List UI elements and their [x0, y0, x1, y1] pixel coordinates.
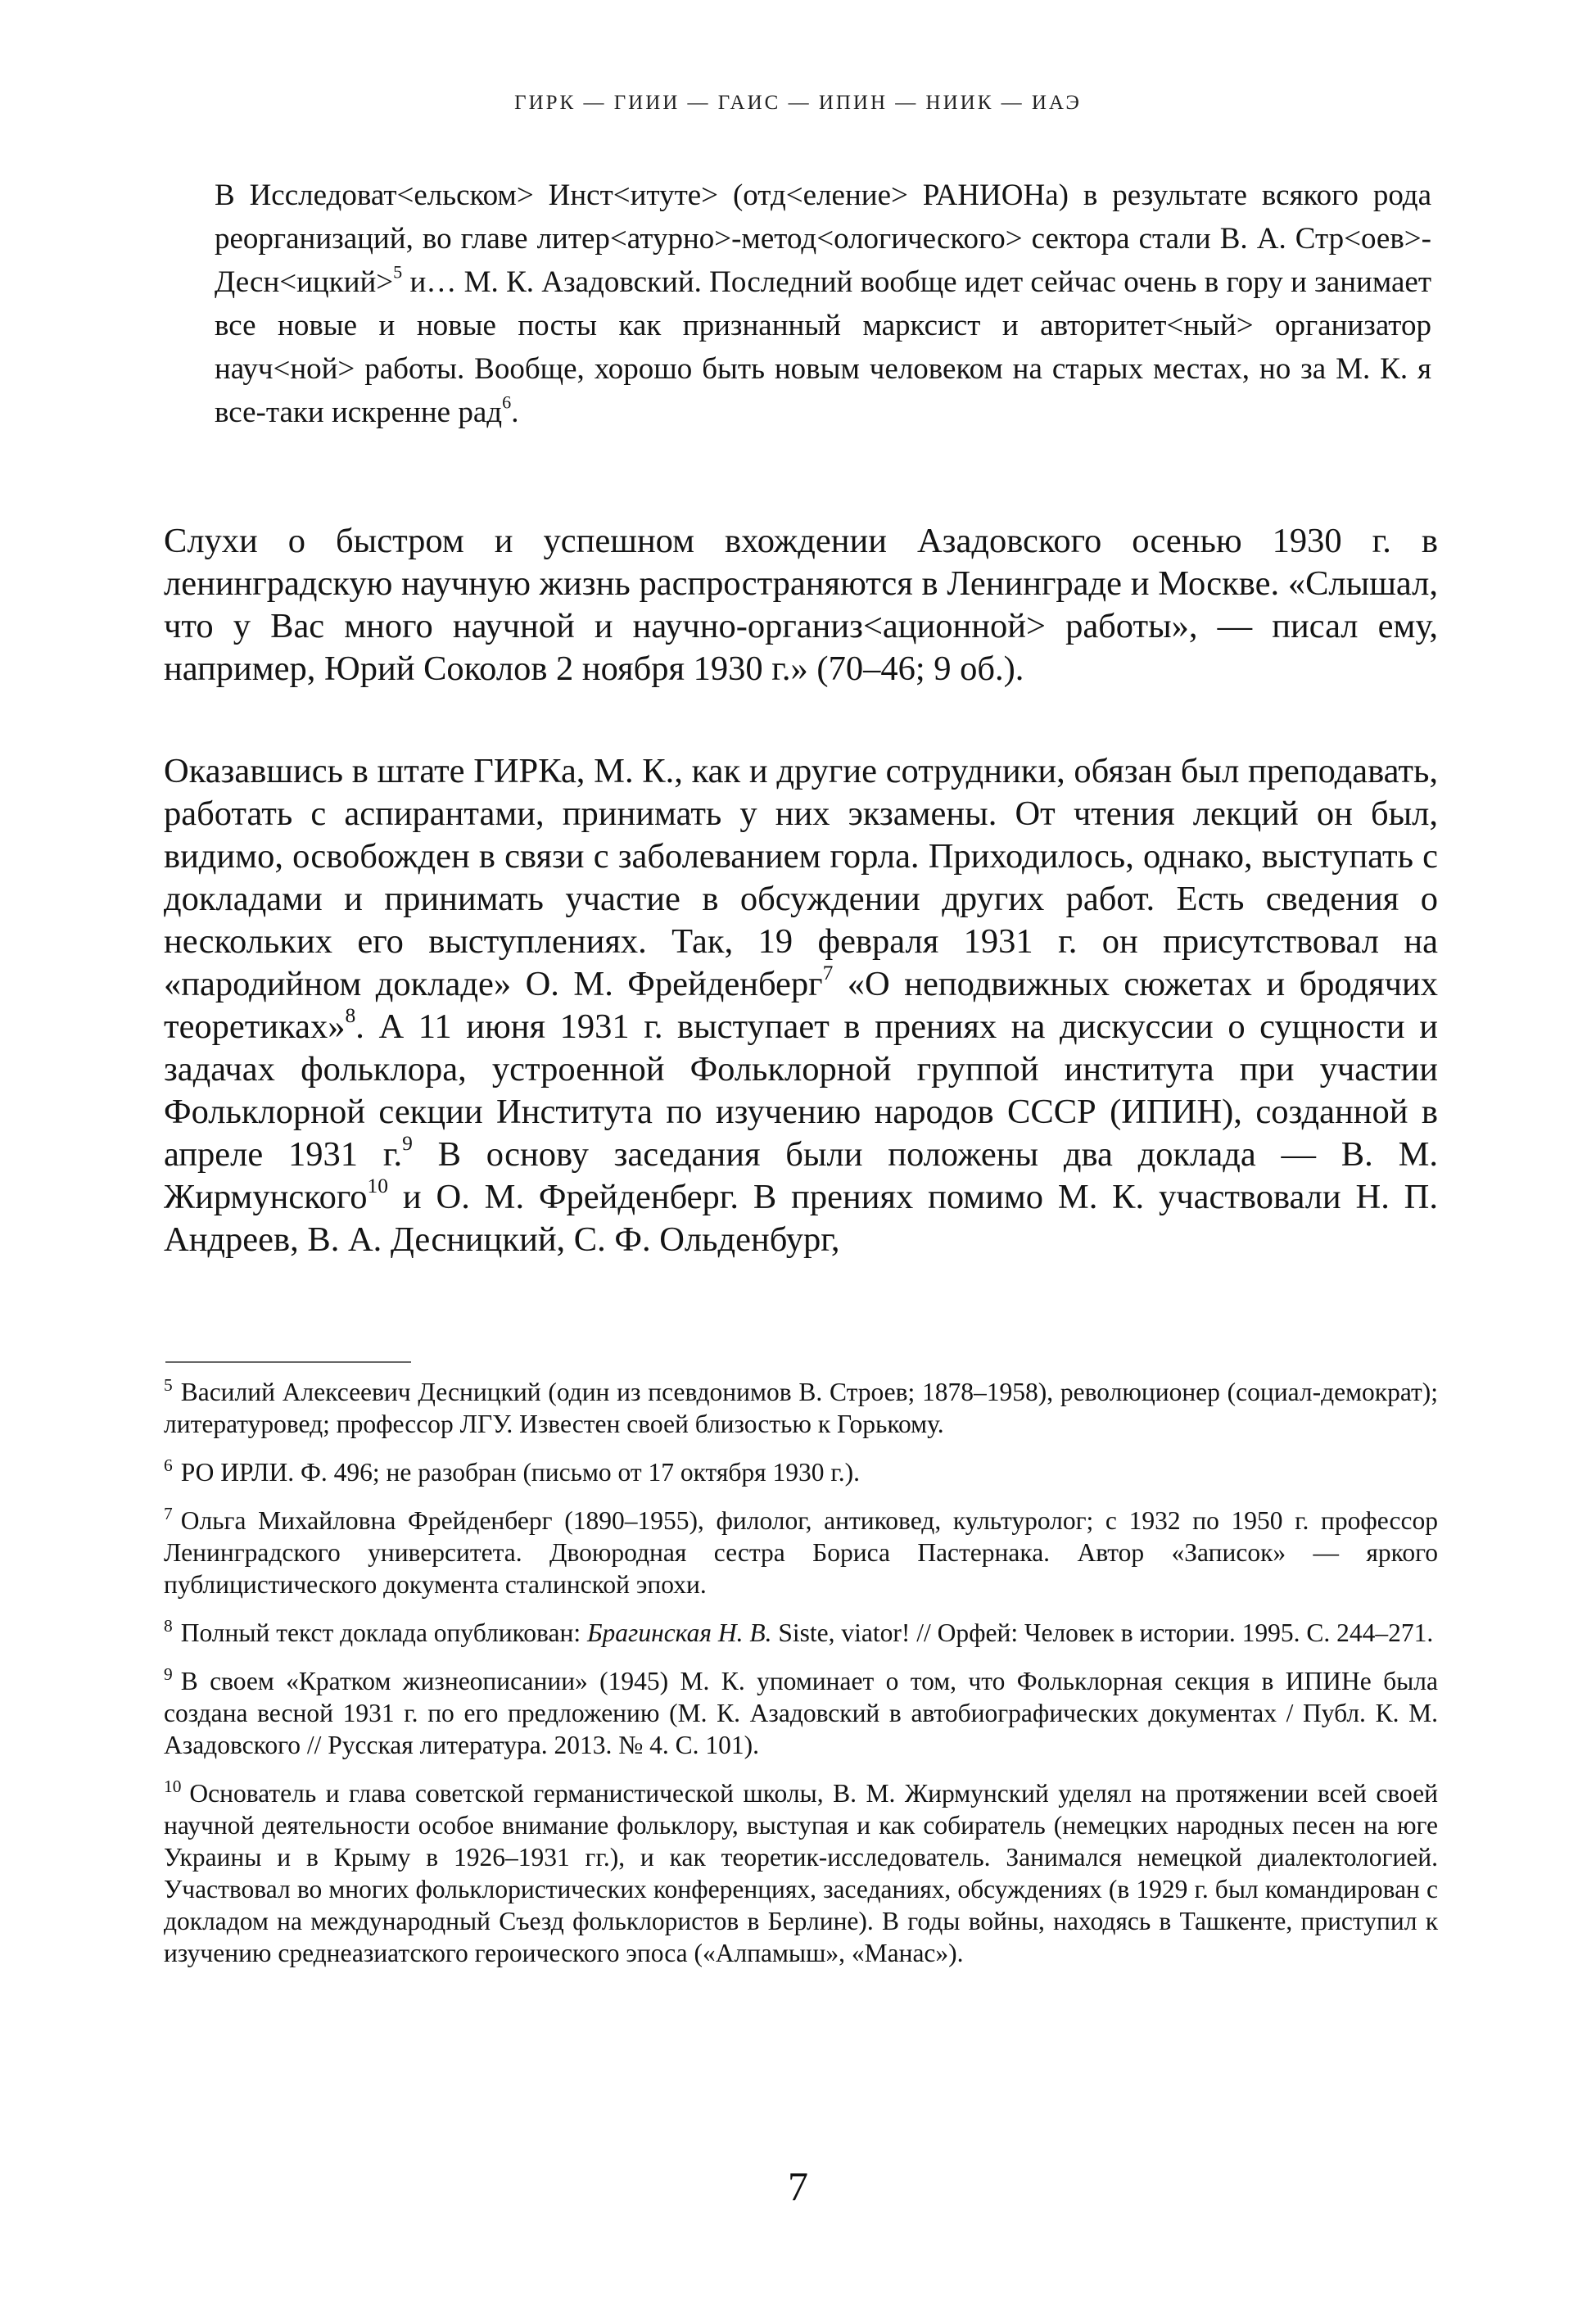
footnote-text: Ольга Михайловна Фрейденберг (1890–1955), филолог, антиковед, культуролог; с 1932 по 1950 г. профессор Ленинградского университета. Двоюродная сестра Бориса Пастернака. Автор «Записок» — яркого публицистического документа сталинской эпохи. [164, 1506, 1438, 1599]
footnote-ref-8[interactable]: 8 [345, 1003, 356, 1027]
footnote-text: Полный текст доклада опубликован: [180, 1618, 587, 1647]
block-quote [215, 174, 1431, 434]
footnote-9 [164, 1665, 1438, 1761]
footnote-text: РО ИРЛИ. Ф. 496; не разобран (письмо от 17 октября 1930 г.). [180, 1458, 861, 1487]
footnote-number: 10 [164, 1777, 182, 1797]
body-paragraph-2 [164, 750, 1438, 1261]
footnote-ref-9[interactable]: 9 [402, 1130, 413, 1155]
paragraph-text: Оказавшись в штате ГИРКа, М. К., как и другие сотрудники, обязан был преподавать, работать с аспирантами, принимать у них экзамены. От чтения лекций он был, видимо, освобожден в связи с заболеванием горла. Приходилось, однако, выступать с докладами и принимать участие в обсуждении других работ. Есть сведения о нескольких его выступлениях. Так, 19 февраля 1931 г. он присутствовал на «пародийном докладе» О. М. Фрейденберг [164, 752, 1438, 1003]
footnote-number: 5 [164, 1375, 173, 1396]
footnote-divider [165, 1361, 411, 1363]
footnote-text: В своем «Кратком жизнеописании» (1945) М. К. упоминает о том, что Фольклорная секция в ИПИНе была создана весной 1931 г. по его предложению (М. К. Азадовский в автобиографических документах / Публ. К. М. Азадовского // Русская литература. 2013. № 4. С. 101). [164, 1667, 1438, 1759]
footnote-text: Siste, viator! // Орфей: Человек в истории. 1995. С. 244–271. [771, 1618, 1434, 1647]
footnote-number: 8 [164, 1616, 173, 1636]
footnote-ref-5[interactable]: 5 [393, 261, 403, 283]
footnote-10 [164, 1777, 1438, 1969]
footnotes [164, 1376, 1438, 1985]
page-number: 7 [788, 2163, 808, 2209]
quote-text: В Исследоват<ельском> Инст<итуте> (отд<еление> РАНИОНа) в результате всякого рода реорганизаций, во главе литер<атурно>-метод<ологического> сектора стали В. А. Стр<оев>-Десн<ицкий> [215, 179, 1431, 299]
running-head: ГИРК — ГИИИ — ГАИС — ИПИН — НИИК — ИАЭ [514, 92, 1082, 114]
paragraph-text: . А 11 июня 1931 г. выступает в прениях на дискуссии о сущности и задачах фольклора, устроенной Фольклорной группой института при участии Фольклорной секции Института по изучению народов СССР (ИПИН), созданной в апреле 1931 г. [164, 1007, 1438, 1174]
quote-text: и… М. К. Азадовский. Последний вообще идет сейчас очень в гору и занимает все новые и новые посты как признанный марксист и авторитет<ный> организатор науч<ной> работы. Вообще, хорошо быть новым человеком на старых местах, но за М. К. я все-таки искренне рад [215, 265, 1431, 429]
footnote-number: 9 [164, 1664, 173, 1685]
footnote-5 [164, 1376, 1438, 1440]
body-paragraph-1: Слухи о быстром и успешном вхождении Азадовского осенью 1930 г. в ленинградскую научную жизнь распространяются в Ленинграде и Москве. «Слышал, что у Вас много научной и научно-организ<ационной> работы», — писал ему, например, Юрий Соколов 2 ноября 1930 г.» (70–46; 9 об.). [164, 522, 1438, 688]
footnote-number: 6 [164, 1455, 173, 1476]
footnote-author-italic: Брагинская Н. В. [586, 1618, 772, 1647]
paragraph-text: и О. М. Фрейденберг. В прениях помимо М. К. участвовали Н. П. Андреев, В. А. Десницкий, С. Ф. Ольденбург, [164, 1178, 1438, 1259]
footnote-text: Основатель и глава советской германистической школы, В. М. Жирмунский уделял на протяжении всей своей научной деятельности особое внимание фольклору, выступая и как собиратель (немецких народных песен на юге Украины и в Крыму в 1926–1931 гг.), и как теоретик-исследователь. Занимался немецкой диалектологией. Участвовал во многих фольклористических конференциях, заседаниях, обсуждениях (в 1929 г. был командирован с докладом на международный Съезд фольклористов в Берлине). В годы войны, находясь в Ташкенте, приступил к изучению среднеазиатского героического эпоса («Алпамыш», «Манас»). [164, 1779, 1438, 1967]
footnote-ref-10[interactable]: 10 [367, 1173, 389, 1197]
footnote-6 [164, 1456, 1438, 1488]
footnote-7 [164, 1505, 1438, 1600]
footnote-text: Василий Алексеевич Десницкий (один из псевдонимов В. Строев; 1878–1958), революционер (социал-демократ); литературовед; профессор ЛГУ. Известен своей близостью к Горькому. [164, 1378, 1438, 1438]
footnote-number: 7 [164, 1504, 173, 1524]
footnote-ref-7[interactable]: 7 [822, 960, 834, 984]
paragraph-text: В основу заседания были положены два доклада — В. М. Жирмунского [164, 1135, 1438, 1216]
paragraph-text: «О неподвижных сюжетах и бродячих теоретиках» [164, 965, 1438, 1046]
footnote-8 [164, 1617, 1438, 1649]
quote-text: . [511, 396, 519, 429]
footnote-ref-6[interactable]: 6 [502, 392, 512, 413]
